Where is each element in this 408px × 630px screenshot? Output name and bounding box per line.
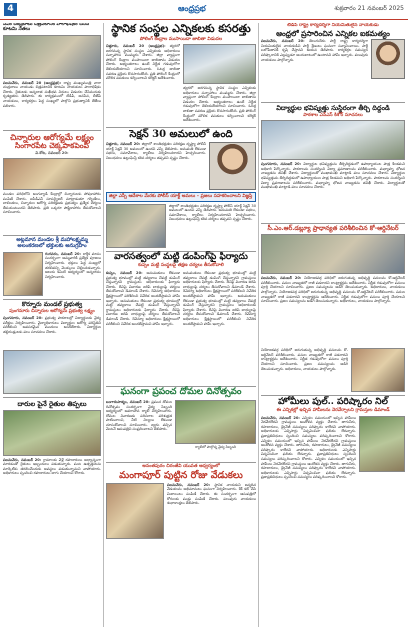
- a12-body: [261, 162, 405, 220]
- a12-text-cont: విద్యార్థుల భవిష్యత్తును తీర్చిదిద్దడంలో ఉపాధ్యాయుల పాత్ర కీలకమని అధికారి పేర్కొన్నారు. పాఠశాలను సందర్శించి విద్యా ప్రమాణాలను పరిశీలించారు. మధ్యాహ్న భోజన నాణ్యతను తనిఖీ చేశారు. విద్యార్థులతో ముఖాముఖి మాట్లాడి పలు సూచనలు చేశారు.: [261, 171, 405, 190]
- right-column: [261, 23, 405, 627]
- a12-subhead: పాఠశాల ఎన్ఎస్ కిశోర్ సూచనలు: [303, 112, 363, 118]
- a13-body: [261, 276, 405, 346]
- a7-portrait: [209, 142, 256, 190]
- a12-byline: పుంగనూరు, నవంబర్ 20:: [261, 162, 302, 167]
- a11-kicker: టీడీపీ రాష్ట్ర కార్యదర్శిగా నియమితులైన నాయకుడు: [287, 23, 379, 28]
- a7-body-cont: జిల్లాలో శాంతిభద్రతల పరిరక్షణ దృష్ట్యా పోలీస్ యాక్ట్ సెక్షన్ 30 అమలులో ఉందని ఎస్పీ తెలిపారు. అనుమతి లేకుండా సభలు, సమావేశాలు, ర్యాలీలు నిర్వహించరాదని హెచ్చరించారు. నిబంధనలు ఉల్లంఘిస్తే కఠిన చర్యలు తప్పవని స్పష్టం చేశారు.: [169, 203, 256, 222]
- a11-byline: పలమనేరు, నవంబర్ 20:: [261, 39, 305, 44]
- divider: [3, 299, 101, 300]
- a5-body: [3, 458, 101, 518]
- a9-byline: బంగారుపాళ్యం, నవంబర్ 20:: [106, 399, 150, 404]
- a10-text: స్థానిక నాయకుని జన్మదిన వేడుకలను అభిమానులు ఘనంగా నిర్వహించారు. కేక్ కట్ చేసి మిఠాయిలు పంపిణీ చేశారు. ఈ సందర్భంగా ఆసుపత్రిలో రోగులకు పండ్లు పంపిణీ చేశారు. పలువురు నాయకులు శుభాకాంక్షలు తెలిపారు.: [167, 482, 256, 506]
- divider: [106, 462, 256, 463]
- a14-text-cont2: ఎన్నికల సమయంలో ఇచ్చిన హామీలు నెరవేరలేదని గ్రామస్తులు ఆందోళన వ్యక్తం చేశారు. తాగునీరు, రహదారులు, డ్రైనేజీ సమస్యలు పరిష్కారం కాలేదని వాపోయారు. అధికారులకు ఎన్నిసార్లు విన్నవించినా ఫలితం లేదన్నారు. ప్రజాప్రతినిధులు స్పందించి సమస్యలు పరిష్కరించాలని కోరారు.: [261, 456, 356, 480]
- a4-body: [3, 316, 101, 348]
- a1-body: [3, 81, 101, 127]
- a2-headline: చిన్నారుల ఆరోగ్యమే లక్ష్యం: [10, 132, 94, 143]
- a14-text-cont: ఎన్నికల సమయంలో ఇచ్చిన హామీలు నెరవేరలేదని గ్రామస్తులు ఆందోళన వ్యక్తం చేశారు. తాగునీరు, రహదారులు, డ్రైనేజీ సమస్యలు పరిష్కారం కాలేదని వాపోయారు. అధికారులకు ఎన్నిసార్లు విన్నవించినా ఫలితం లేదన్నారు. ప్రజాప్రతినిధులు స్పందించి సమస్యలు పరిష్కరించాలని కోరారు.: [261, 438, 356, 461]
- a6-body-cont: త్వరలో జరగనున్న స్థానిక సంస్థల ఎన్నికలకు అధికారులు సన్నాహాలు ముమ్మరం చేశారు. జిల్లా వ్యాప్తంగా పోలింగ్ కేంద్రాల ముసాయిదా జాబితాను విడుదల చేశారు. అభ్యంతరాలు ఉంటే నిర్ణీత గడువులోగా తెలియజేయాలని సూచించారు. ఓటర్ల జాబితా సవరణ ప్రక్రియ కొనసాగుతోంది. ప్రతి పోలింగ్ కేంద్రంలో మౌలిక వసతులు కల్పించాలని కలెక్టర్ ఆదేశించారు.: [183, 86, 256, 123]
- a11-headline: ఆంధ్రలో ప్రసారించిన ఎన్నికల ఐకమత్యం: [276, 28, 390, 38]
- a13-photo-2: [351, 348, 405, 392]
- column-divider: [258, 23, 259, 627]
- a11-portrait: [371, 39, 405, 79]
- a10-headline: మంగాపూర్ పుట్టిన రోజు వేడుకలు: [119, 469, 243, 481]
- a8-headline: వారసత్వంలో మట్టి డంపింగ్‌పై ఫిర్యాదు: [114, 252, 248, 263]
- a13-headline: సీ.ఎం.ఆర్.డబ్ల్యూ ప్రాధాన్యత పరిశీలించిన కో-ఆర్డినేటర్: [267, 224, 399, 232]
- a9-headline: ఘనంగా ప్రపంచ దోమల దినోత్సవం: [120, 387, 242, 398]
- a3-body: [45, 252, 101, 296]
- a4-text: ప్రభుత్వ పాఠశాలల్లో విద్యార్థులకు వైద్య పరీక్షలు నిర్వహించారు. వైద్యాధికారులు విద్యార్థుల ఆరోగ్య పరిస్థితిని పరిశీలించి అవసరమైన మందులు అందజేశారు. విద్యార్థుల తల్లిదండ్రులకు పలు సూచనలు చేశారు.: [3, 316, 101, 334]
- a8-text-col2: అనుమతులు లేకుండా ప్రభుత్వ భూముల్లో మట్టి తవ్వకాలు చేపట్టి డంపింగ్ చేస్తున్నారని గ్రామస్తులు అధికారులకు ఫిర్యాదు చేశారు. దీనిపై విచారణ జరిపి బాధ్యులపై చర్యలు తీసుకోవాలని డిమాండ్ చేశారు. రెవెన్యూ అధికారులు క్షేత్రస్థాయిలో పరిశీలించి నివేదిక అందజేస్తామని హామీ ఇచ్చారు.: [183, 270, 256, 298]
- a4-photo: [3, 350, 101, 394]
- a10-photo: [106, 483, 164, 539]
- a12-headline: విద్యార్థుల భవిష్యత్తు సుస్థిరంగా తీర్చి దిద్దండి: [276, 103, 390, 112]
- a6-headline: స్థానిక సంస్థల ఎన్నికలకు కసరత్తు: [111, 23, 251, 35]
- a13-text-cont: నియోజకవర్గ పరిధిలో జరుగుతున్న అభివృద్ధి పనులను కో-ఆర్డినేటర్ పరిశీలించారు. పనుల నాణ్యతలో రాజీ పడరాదని కాంట్రాక్టర్లను ఆదేశించారు. నిర్ణీత గడువులోగా పనులు పూర్తి చేయాలని సూచించారు. ప్రజల సమస్యలను అడిగి తెలుసుకున్నారు. అధికారులు, నాయకులు పాల్గొన్నారు.: [261, 289, 405, 304]
- a8-byline: కుప్పం, నవంబర్ 20:: [106, 270, 143, 275]
- a9-caption: ర్యాలీలో పాల్గొన్న వైద్య సిబ్బంది: [195, 444, 236, 449]
- a7-headline: సెక్షన్ 30 అమలులో ఉంది: [129, 128, 233, 140]
- divider: [3, 397, 101, 398]
- a12-text: విద్యార్థుల భవిష్యత్తును తీర్చిదిద్దడంలో ఉపాధ్యాయుల పాత్ర కీలకమని అధికారి పేర్కొన్నారు. పాఠశాలను సందర్శించి విద్యా ప్రమాణాలను పరిశీలించారు. మధ్యాహ్న భోజన నాణ్యతను తనిఖీ చేశారు. విద్యార్థులతో ముఖాముఖి మాట్లాడి పలు సూచనలు చేశారు.: [261, 162, 405, 176]
- a4-subhead: పుంగనూరు చిన్నారుల ఆరోగ్యమే ప్రభుత్వ లక్ష్యం: [9, 308, 95, 314]
- divider: [3, 235, 101, 236]
- a4-byline: పుంగనూరు, నవంబర్ 20:: [3, 316, 43, 321]
- a5-photo: [3, 410, 101, 456]
- a6-photo: [183, 44, 256, 84]
- a12-photo: [261, 120, 405, 160]
- a14-kicker: ఈ ఎన్నికల్లో ఇచ్చిన హామీలను నెరవేర్చాలని గ్రామస్తుల డిమాండ్: [276, 408, 390, 414]
- divider: [106, 251, 256, 252]
- page-date: శుక్రవారం 21 నవంబర్ 2025: [334, 5, 404, 12]
- center-column: [106, 23, 256, 627]
- page-masthead: [0, 0, 408, 20]
- a8-text-col2b: అనుమతులు లేకుండా ప్రభుత్వ భూముల్లో మట్టి తవ్వకాలు చేపట్టి డంపింగ్ చేస్తున్నారని గ్రామస్తులు అధికారులకు ఫిర్యాదు చేశారు. దీనిపై విచారణ జరిపి బాధ్యులపై చర్యలు తీసుకోవాలని డిమాండ్ చేశారు. రెవెన్యూ అధికారులు క్షేత్రస్థాయిలో పరిశీలించి నివేదిక అందజేస్తామని హామీ ఇచ్చారు.: [183, 293, 256, 326]
- a14-body: [261, 416, 356, 566]
- a6-byline: చిత్తూరు, నవంబర్ 20 (ఆంధ్రప్రభ):: [106, 44, 166, 49]
- a3-byline: గంగవరం, నవంబర్ 20:: [45, 251, 81, 256]
- a13-photo: [261, 234, 405, 274]
- a8-text-cont: అనుమతులు లేకుండా ప్రభుత్వ భూముల్లో మట్టి తవ్వకాలు చేపట్టి డంపింగ్ చేస్తున్నారని గ్రామస్తులు అధికారులకు ఫిర్యాదు చేశారు. దీనిపై విచారణ జరిపి బాధ్యులపై చర్యలు తీసుకోవాలని డిమాండ్ చేశారు. రెవెన్యూ అధికారులు క్షేత్రస్థాయిలో పరిశీలించి నివేదిక అందజేస్తామని హామీ ఇచ్చారు.: [106, 298, 180, 326]
- a6-text: త్వరలో జరగనున్న స్థానిక సంస్థల ఎన్నికలకు అధికారులు సన్నాహాలు ముమ్మరం చేశారు. జిల్లా వ్యాప్తంగా పోలింగ్ కేంద్రాల ముసాయిదా జాబితాను విడుదల చేశారు. అభ్యంతరాలు ఉంటే నిర్ణీత గడువులోగా తెలియజేయాలని సూచించారు. ఓటర్ల జాబితా సవరణ ప్రక్రియ కొనసాగుతోంది. ప్రతి పోలింగ్ కేంద్రంలో మౌలిక వసతులు కల్పించాలని కలెక్టర్ ఆదేశించారు.: [106, 44, 180, 81]
- divider: [261, 395, 405, 396]
- page-number: 4: [4, 3, 17, 16]
- a10-body: [167, 483, 256, 539]
- a5-byline: పలమనేరు, నవంబర్ 20:: [3, 457, 42, 462]
- a7-byline: చిత్తూరు, నవంబర్ 20:: [106, 142, 141, 147]
- divider: [106, 127, 256, 128]
- a13-byline: పలమనేరు, నవంబర్ 20:: [261, 276, 302, 281]
- divider: [261, 102, 405, 103]
- a13-text: నియోజకవర్గ పరిధిలో జరుగుతున్న అభివృద్ధి పనులను కో-ఆర్డినేటర్ పరిశీలించారు. పనుల నాణ్యతలో రాజీ పడరాదని కాంట్రాక్టర్లను ఆదేశించారు. నిర్ణీత గడువులోగా పనులు పూర్తి చేయాలని సూచించారు. ప్రజల సమస్యలను అడిగి తెలుసుకున్నారు. అధికారులు, నాయకులు పాల్గొన్నారు.: [261, 276, 405, 294]
- a8-body-col2: [183, 271, 256, 383]
- a8-text: అనుమతులు లేకుండా ప్రభుత్వ భూముల్లో మట్టి తవ్వకాలు చేపట్టి డంపింగ్ చేస్తున్నారని గ్రామస్తులు అధికారులకు ఫిర్యాదు చేశారు. దీనిపై విచారణ జరిపి బాధ్యులపై చర్యలు తీసుకోవాలని డిమాండ్ చేశారు. రెవెన్యూ అధికారులు క్షేత్రస్థాయిలో పరిశీలించి నివేదిక అందజేస్తామని హామీ ఇచ్చారు.: [106, 270, 180, 303]
- a13-body-col: నియోజకవర్గ పరిధిలో జరుగుతున్న అభివృద్ధి పనులను కో-ఆర్డినేటర్ పరిశీలించారు. పనుల నాణ్యతలో రాజీ పడరాదని కాంట్రాక్టర్లను ఆదేశించారు. నిర్ణీత గడువులోగా పనులు పూర్తి చేయాలని సూచించారు. ప్రజల సమస్యలను అడిగి తెలుసుకున్నారు. అధికారులు, నాయకులు పాల్గొన్నారు.: [261, 348, 348, 371]
- a7-body: [106, 142, 206, 190]
- a3-photo: [3, 252, 43, 296]
- a14-byline: పలమనేరు, నవంబర్ 20:: [261, 415, 300, 420]
- divider: [3, 130, 101, 131]
- a6-kicker: పోలింగ్ కేంద్రాల ముసాయిదా జాబితా విడుదల: [139, 36, 223, 42]
- a14-photo: [359, 416, 405, 472]
- newspaper-brand: ఆంధ్రప్రభ: [178, 4, 206, 13]
- a9-body: [106, 400, 172, 460]
- a3-text: కార్తీక మాసం సందర్భంగా అమ్మవారికి ప్రత్యేక పూజలు నిర్వహించారు. భక్తులు పెద్ద సంఖ్యలో తరలివచ్చి మొక్కులు చెల్లించుకున్నారు. ఆలయ కమిటీ ఆధ్వర్యంలో అన్నదానం నిర్వహించారు.: [45, 251, 101, 279]
- a7-photo: [106, 204, 166, 248]
- a10-subhead: అనంతపురం చిరంజీవి యువత ఆధ్వర్యంలో: [142, 464, 220, 470]
- a5-text: గ్రామాలకు వెళ్లే రహదారులు అధ్వాన్నంగా మారడంతో రైతులు ఇబ్బందులు పడుతున్నారు. పంట ఉత్పత్తులను మార్కెట్‌కు తరలించేందుకు అవస్థలు పడుతున్నామని వాపోయారు. అధికారులు స్పందించి రహదారులు బాగు చేయాలని కోరారు.: [3, 457, 101, 476]
- a11-text: తెలుగుదేశం పార్టీ రాష్ట్ర కార్యదర్శిగా నియమితులైన నాయకుడిని పార్టీ శ్రేణులు ఘనంగా సన్మానించాయి. పార్టీ బలోపేతానికి కృషి చేస్తానని ఆయన తెలిపారు. కార్యకర్తల సమస్యల పరిష్కారానికి ఎల్లప్పుడూ అందుబాటులో ఉంటానని హామీ ఇచ్చారు. పలువురు నాయకులు పాల్గొన్నారు.: [261, 39, 368, 62]
- a4-headline: కొర్నూరు మండల్ ప్రభుత్వ: [21, 301, 83, 309]
- a2-byline: వి.కోట, నవంబర్ 20:: [35, 150, 69, 156]
- a3-headline: అట్లమాన మండల శ్రీ మహాలక్ష్మమ్మ అలంకరణలో భక్తులకు అనుగ్రహం: [16, 237, 88, 250]
- a7-text: జిల్లాలో శాంతిభద్రతల పరిరక్షణ దృష్ట్యా పోలీస్ యాక్ట్ సెక్షన్ 30 అమలులో ఉందని ఎస్పీ తెలిపారు. అనుమతి లేకుండా సభలు, సమావేశాలు, ర్యాలీలు నిర్వహించరాదని హెచ్చరించారు. నిబంధనలు ఉల్లంఘిస్తే కఠిన చర్యలు తప్పవని స్పష్టం చేశారు.: [106, 142, 206, 160]
- a14-text: ఎన్నికల సమయంలో ఇచ్చిన హామీలు నెరవేరలేదని గ్రామస్తులు ఆందోళన వ్యక్తం చేశారు. తాగునీరు, రహదారులు, డ్రైనేజీ సమస్యలు పరిష్కారం కాలేదని వాపోయారు. అధికారులకు ఎన్నిసార్లు విన్నవించినా ఫలితం లేదన్నారు. ప్రజాప్రతినిధులు స్పందించి సమస్యలు పరిష్కరించాలని కోరారు.: [261, 415, 356, 438]
- a14-headline: హోమీలు పుల్.. పరిష్కారం నిల్: [278, 396, 388, 407]
- a1-text: రాష్ట్ర ముఖ్యమంత్రి నారా చంద్రబాబు నాయుడు చిత్రపటానికి కూటమి నాయకులు పాలాభిషేకం చేశారు. రైతులకు అన్నదాత సుఖీభవ నిధులు విడుదల చేసినందుకు కృతజ్ఞతలు తెలిపారు. ఈ కార్యక్రమంలో టీడీపీ, జనసేన, బీజేపీ నాయకులు, కార్యకర్తలు పెద్ద సంఖ్యలో పాల్గొని ప్రభుత్వానికి జేజేలు పలికారు.: [3, 80, 101, 108]
- left-column: [3, 23, 101, 627]
- a1-photo: [3, 35, 101, 79]
- a9-text: ప్రపంచ దోమల దినోత్సవం సందర్భంగా వైద్య సిబ్బంది ఆధ్వర్యంలో అవగాహన ర్యాలీ నిర్వహించారు. దోమల నివారణకు పరిసరాల పరిశుభ్రత పాటించాలని, నీటి నిల్వలు లేకుండా చూసుకోవాలని సూచించారు. జ్వరం వచ్చిన వెంటనే ఆసుపత్రిని సంప్రదించాలని తెలిపారు.: [106, 399, 172, 432]
- a8-body: [106, 271, 180, 383]
- a10-byline: పలమనేరు, నవంబర్ 20:: [167, 482, 211, 487]
- divider: [261, 223, 405, 224]
- a2-photo: [3, 158, 101, 190]
- a1-headline: సీఎం చంద్రబాబు చిత్రపటానికి పాలాభిషేకం చేసిన కూటమి నేతలు: [3, 23, 90, 32]
- a5-headline: దారుల పైనే రైతుల తిప్పలు: [17, 399, 87, 408]
- a8-subhead: కుప్పం మట్టి సంస్థలపై తక్షణ చర్యలు తీసుకోవాలి: [138, 263, 224, 269]
- a1-byline: పలమనేరు, నవంబర్ 20 (ఆంధ్రప్రభ):: [3, 80, 62, 85]
- column-divider: [103, 23, 104, 627]
- a11-body: [261, 39, 368, 99]
- a2-subhead: సింగారపేట చెక్కపాకపెంపి: [15, 140, 89, 150]
- a6-body: [106, 44, 180, 124]
- a7-bar: జిల్లా ఎస్పీ ఆదేశాల మేరకు పోలీస్ యాక్ట్ అమలు – ప్రజలు సహకరించాలని విజ్ఞప్తి: [106, 192, 256, 202]
- a2-body: మండల పరిధిలోని అంగన్వాడీ కేంద్రాల్లో చిన్నారులకు పోషకాహారం పంపిణీ చేశారు. ఐసీడీఎస్ సూపర్వైజర్ మాట్లాడుతూ గర్భిణీలు, బాలింతలు, చిన్నారుల ఆరోగ్య పరిరక్షణకు ప్రభుత్వం ప్రత్యేక చర్యలు తీసుకుంటుందని తెలిపారు. ప్రతి ఒక్కరూ పౌష్టికాహారం తీసుకోవాలని సూచించారు.: [3, 191, 101, 215]
- a9-photo: [175, 400, 256, 444]
